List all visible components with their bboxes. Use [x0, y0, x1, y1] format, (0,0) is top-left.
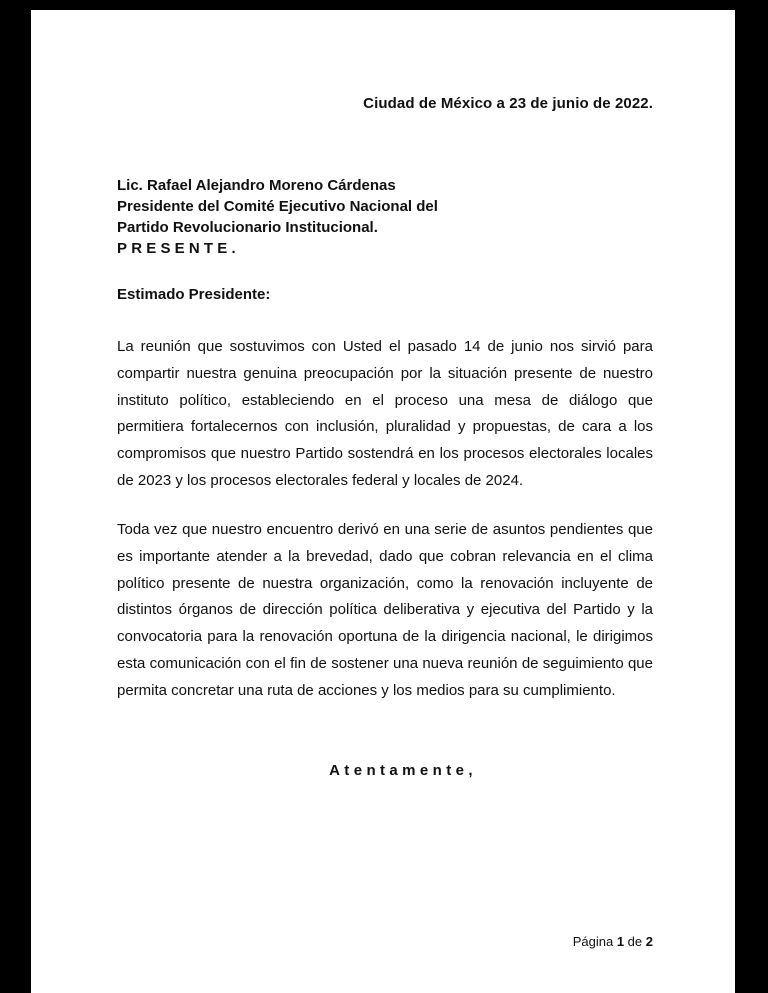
body-paragraph-2: Toda vez que nuestro encuentro derivó en una serie de asuntos pendientes que es importante atender a la brevedad, dado que cobran relevancia en el clima político presente de nuestra organización, como la renovación incluyente de distintos órganos de dirección política deliberativa y ejecutiva del Partido y la convocatoria para la renovación oportuna de la dirigencia nacional, le dirigimos esta comunicación con el fin de sostener una nueva reunión de seguimiento que permita concretar una ruta de acciones y los medios para su cumplimiento.	[117, 521, 653, 699]
of-word: de	[627, 934, 643, 949]
body-paragraph-1: La reunión que sostuvimos con Usted el pasado 14 de junio nos sirvió para compartir nuestra genuina preocupación por la situación presente de nuestro instituto político, estableciendo en el proceso una mesa de diálogo que permitiera fortalecernos con inclusión, pluralidad y propuestas, de cara a los compromisos que nuestro Partido sostendrá en los procesos electorales locales de 2023 y los procesos electorales federal y locales de 2024.	[117, 338, 653, 489]
page-word: Página	[572, 934, 614, 949]
recipient-position: Presidente del Comité Ejecutivo Nacional del	[117, 198, 438, 215]
letter-page	[31, 10, 735, 993]
closing: Atentamente,	[329, 762, 477, 779]
salutation: Estimado Presidente:	[117, 286, 271, 303]
recipient-presente: PRESENTE.	[117, 240, 240, 257]
current-page: 1	[616, 934, 625, 949]
recipient-name: Lic. Rafael Alejandro Moreno Cárdenas	[117, 177, 396, 194]
letter-date: Ciudad de México a 23 de junio de 2022.	[363, 95, 653, 112]
recipient-organization: Partido Revolucionario Institucional.	[117, 219, 378, 236]
page-number	[573, 934, 653, 949]
total-pages: 2	[645, 934, 653, 949]
recipient-block	[117, 175, 438, 259]
